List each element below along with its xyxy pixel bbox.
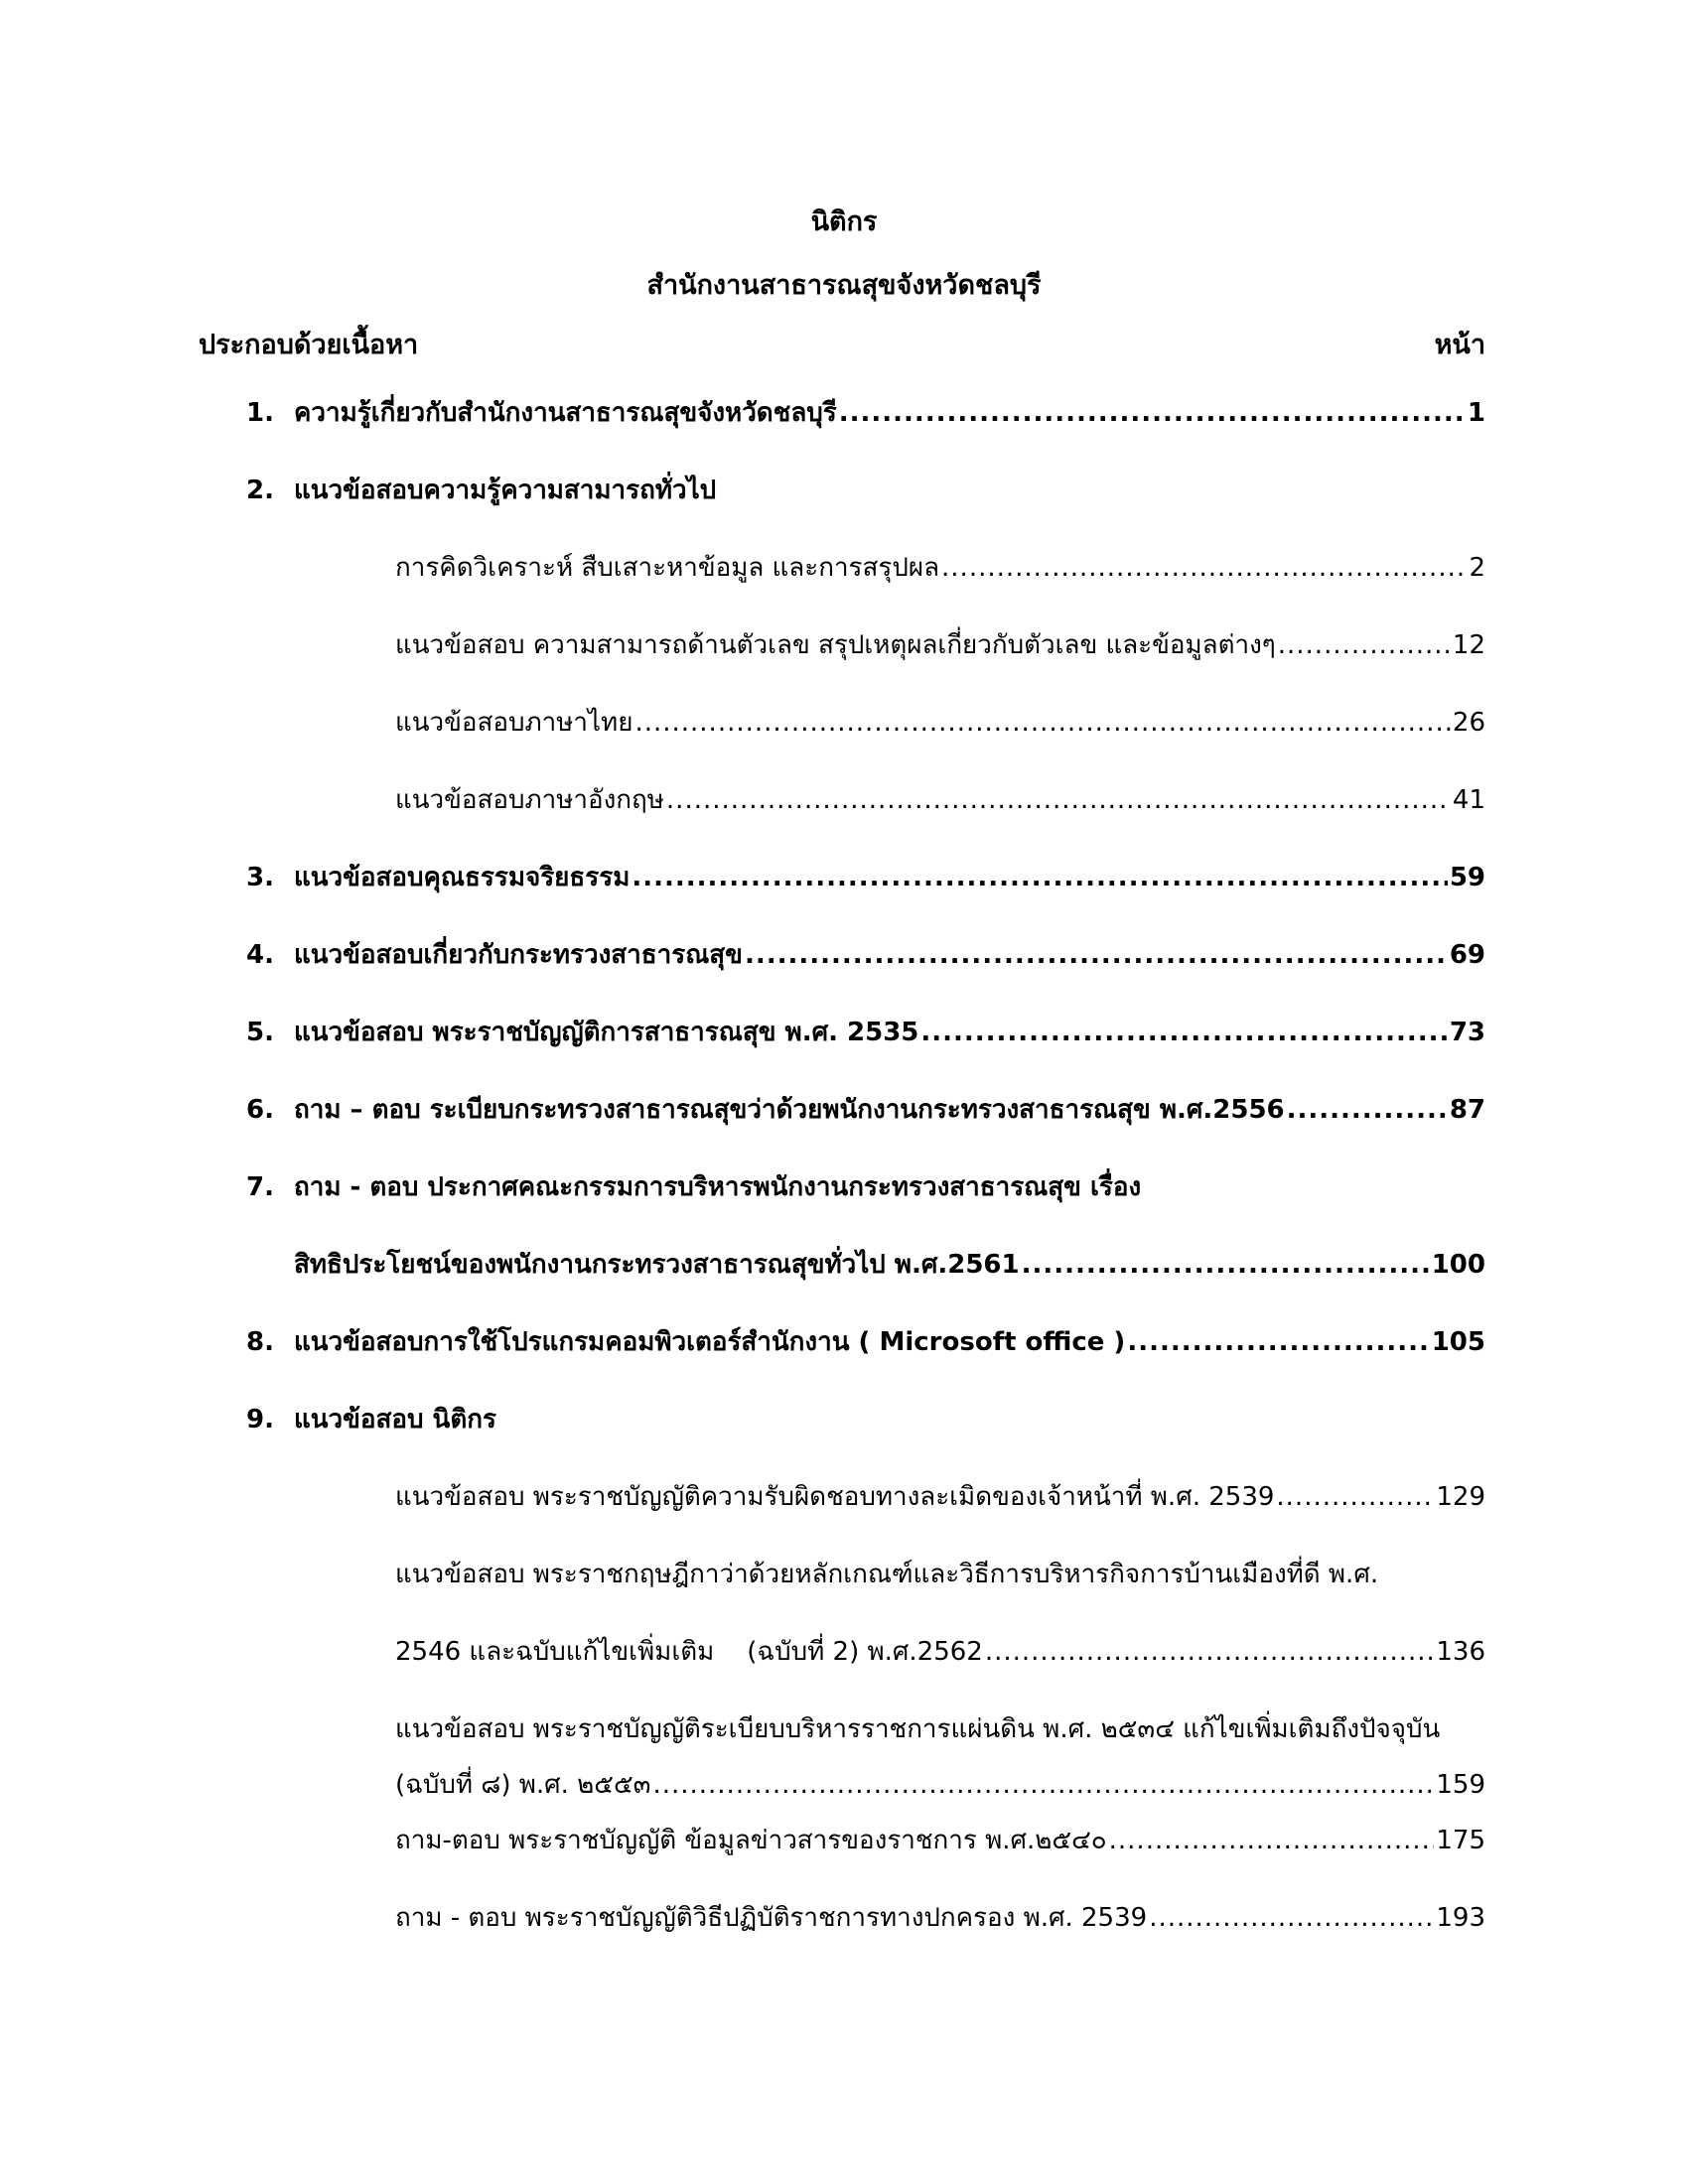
dot-leader: [632, 858, 1447, 897]
entry-title: แนวข้อสอบภาษาไทย: [395, 708, 633, 738]
dot-leader: [634, 703, 1450, 743]
entry-page: 1: [1467, 398, 1485, 428]
toc-entry: [294, 935, 1485, 975]
entry-number: 9.: [246, 1405, 274, 1434]
toc-subentry: [395, 1477, 1485, 1517]
entry-number: 1.: [246, 398, 274, 428]
document-subtitle: สำนักงานสาธารณสุขจังหวัดชลบุรี: [646, 270, 1042, 301]
toc-subentry: [395, 1632, 1485, 1672]
toc-subentry: [395, 1898, 1485, 1938]
entry-page: 175: [1436, 1826, 1485, 1855]
dot-leader: [666, 780, 1451, 820]
entry-number: 8.: [246, 1327, 274, 1357]
toc-entry: [294, 1245, 1485, 1285]
toc-entry: [294, 393, 1485, 433]
entry-title: ความรู้เกี่ยวกับสำนักงานสาธารณสุขจังหวัดชลบุรี: [294, 398, 837, 428]
entry-page: 26: [1452, 708, 1485, 738]
toc-subentry: [395, 1765, 1485, 1805]
entry-page: 2: [1469, 553, 1485, 583]
toc-subentry: [395, 625, 1485, 665]
entry-title-line1: ถาม - ตอบ ประกาศคณะกรรมการบริหารพนักงานกระทรวงสาธารณสุข เรื่อง: [294, 1172, 1142, 1202]
section-heading: แนวข้อสอบ นิติกร: [294, 1405, 496, 1434]
entry-page: 129: [1436, 1482, 1485, 1512]
entry-page: 69: [1449, 940, 1485, 970]
entry-page: 159: [1436, 1770, 1485, 1800]
entry-page: 41: [1452, 785, 1485, 815]
entry-number: 3.: [246, 863, 274, 892]
entry-title: แนวข้อสอบเกี่ยวกับกระทรวงสาธารณสุข: [294, 940, 743, 970]
entry-title-line1: แนวข้อสอบ พระราชกฤษฎีกาว่าด้วยหลักเกณฑ์และวิธีการบริหารกิจการบ้านเมืองที่ดี พ.ศ.: [395, 1560, 1379, 1589]
toc-entry: [294, 858, 1485, 897]
toc-entry: [294, 1322, 1485, 1362]
document-title: นิติกร: [810, 206, 878, 237]
dot-leader: [985, 1632, 1435, 1672]
dot-leader: [745, 935, 1448, 975]
contents-label: ประกอบด้วยเนื้อหา: [199, 330, 419, 360]
entry-page: 136: [1436, 1637, 1485, 1667]
dot-leader: [1276, 1477, 1434, 1517]
dot-leader: [1109, 1821, 1435, 1860]
toc-entry: [294, 1013, 1485, 1052]
entry-page: 73: [1449, 1018, 1485, 1047]
entry-number: 4.: [246, 940, 274, 970]
dot-leader: [1127, 1322, 1429, 1362]
entry-number: 6.: [246, 1095, 274, 1125]
entry-title: ถาม - ตอบ พระราชบัญญัติวิธีปฏิบัติราชการทางปกครอง พ.ศ. 2539: [395, 1903, 1148, 1933]
entry-title: แนวข้อสอบ พระราชบัญญัติความรับผิดชอบทางละเมิดของเจ้าหน้าที่ พ.ศ. 2539: [395, 1482, 1275, 1512]
entry-title: ถาม-ตอบ พระราชบัญญัติ ข้อมูลข่าวสารของราชการ พ.ศ.๒๕๔๐: [395, 1826, 1107, 1855]
entry-title: การคิดวิเคราะห์ สืบเสาะหาข้อมูล และการสรุปผล: [395, 553, 940, 583]
dot-leader: [1022, 1245, 1430, 1285]
toc-subentry: [395, 780, 1485, 820]
entry-page: 12: [1452, 630, 1485, 660]
page-column-label: หน้า: [1434, 330, 1485, 360]
entry-page: 193: [1436, 1903, 1485, 1933]
entry-title: แนวข้อสอบ พระราชบัญญัติการสาธารณสุข พ.ศ. 2535: [294, 1018, 919, 1047]
dot-leader: [1287, 1090, 1448, 1130]
entry-number: 7.: [246, 1172, 274, 1202]
section-heading: แนวข้อสอบความรู้ความสามารถทั่วไป: [294, 476, 717, 505]
entry-page: 100: [1431, 1250, 1485, 1280]
dot-leader: [1278, 625, 1451, 665]
entry-title-line2: (ฉบับที่ ๘) พ.ศ. ๒๕๕๓: [395, 1770, 651, 1800]
toc-subentry: [395, 548, 1485, 588]
entry-page: 87: [1449, 1095, 1485, 1125]
entry-title-line1: แนวข้อสอบ พระราชบัญญัติระเบียบบริหารราชการแผ่นดิน พ.ศ. ๒๕๓๔ แก้ไขเพิ่มเติมถึงปัจจุบัน: [395, 1714, 1441, 1744]
toc-subentry: [395, 1821, 1485, 1860]
entry-title: แนวข้อสอบคุณธรรมจริยธรรม: [294, 863, 631, 892]
entry-title-line2: สิทธิประโยชน์ของพนักงานกระทรวงสาธารณสุขทั่วไป พ.ศ.2561: [294, 1250, 1020, 1280]
entry-page: 59: [1449, 863, 1485, 892]
entry-title: แนวข้อสอบการใช้โปรแกรมคอมพิวเตอร์สำนักงาน ( Microsoft office ): [294, 1327, 1126, 1357]
entry-title: ถาม – ตอบ ระเบียบกระทรวงสาธารณสุขว่าด้วยพนักงานกระทรวงสาธารณสุข พ.ศ.2556: [294, 1095, 1285, 1125]
toc-entry: [294, 1090, 1485, 1130]
entry-title: แนวข้อสอบ ความสามารถด้านตัวเลข สรุปเหตุผลเกี่ยวกับตัวเลข และข้อมูลต่างๆ: [395, 630, 1276, 660]
dot-leader: [920, 1013, 1447, 1052]
entry-number: 5.: [246, 1018, 274, 1047]
entry-title: แนวข้อสอบภาษาอังกฤษ: [395, 785, 664, 815]
toc-subentry: [395, 703, 1485, 743]
entry-page: 105: [1431, 1327, 1485, 1357]
entry-title-line2: 2546 และฉบับแก้ไขเพิ่มเติม (ฉบับที่ 2) พ.ศ.2562: [395, 1637, 983, 1667]
toc-header: [199, 326, 1485, 365]
dot-leader: [652, 1765, 1434, 1805]
dot-leader: [941, 548, 1467, 588]
dot-leader: [1149, 1898, 1434, 1938]
dot-leader: [839, 393, 1466, 433]
entry-number: 2.: [246, 476, 274, 505]
